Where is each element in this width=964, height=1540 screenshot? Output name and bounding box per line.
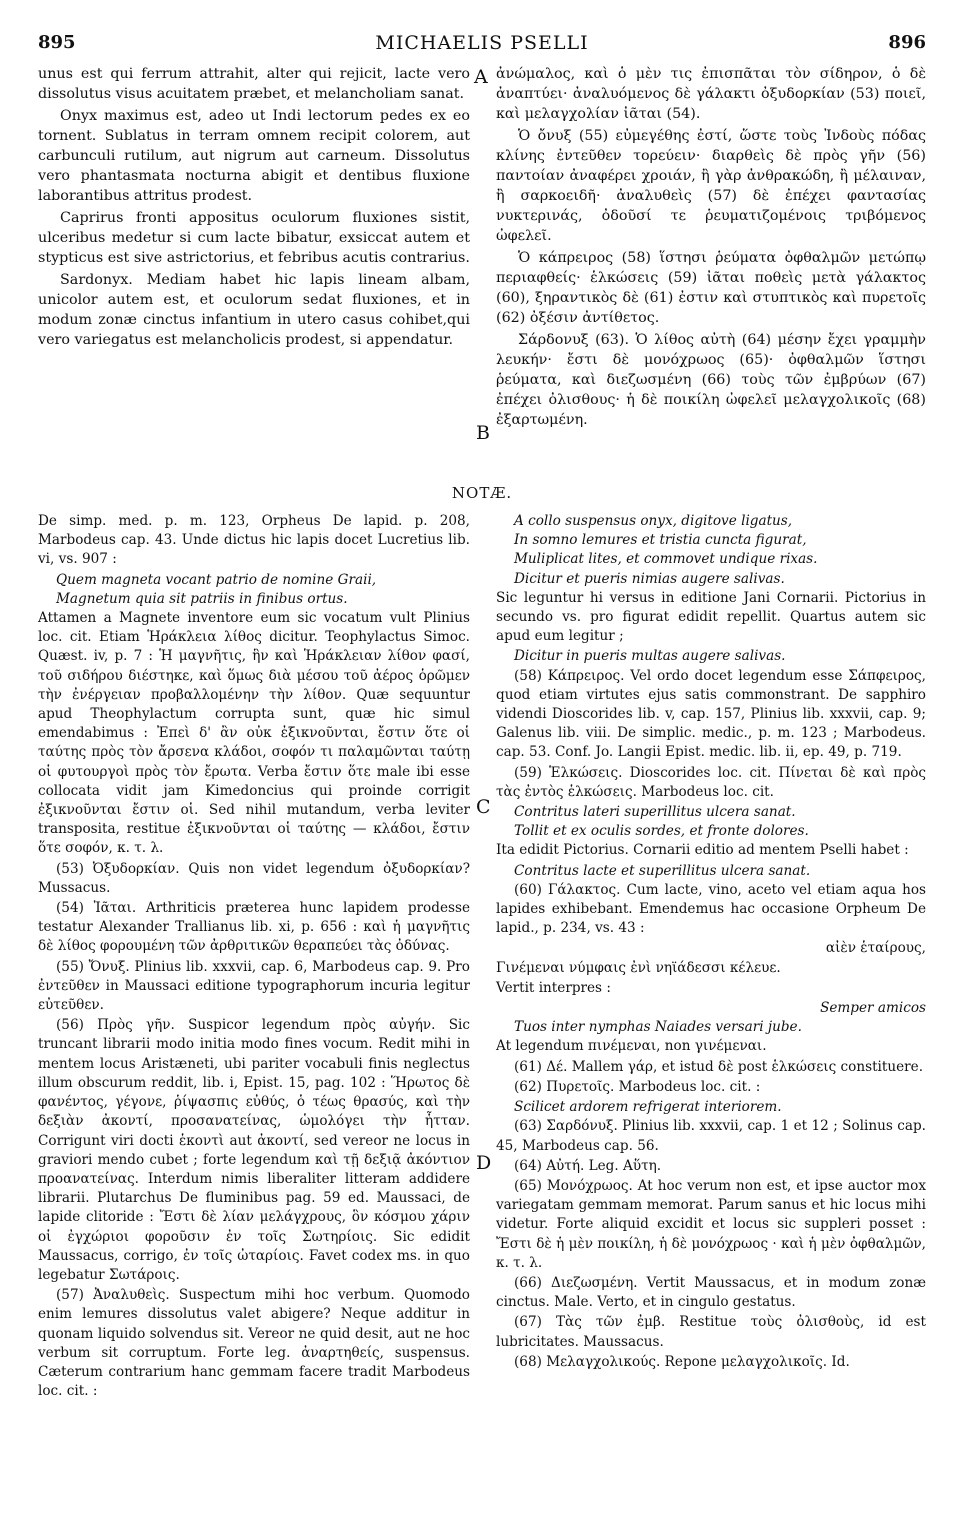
latin-paragraph: Caprirus fronti appositus oculorum fluxiones sistit, ulceribus medetur si cum lacte bibatur, exsiccat autem et stypticus est sive astrictorius, et febribus acutis contrarius. bbox=[38, 210, 470, 266]
note-verse: Scilicet ardorem refrigerat interiorem. bbox=[514, 1099, 782, 1116]
notes-left-column bbox=[38, 512, 470, 1402]
page-header bbox=[38, 32, 926, 62]
greek-paragraph: ἀνώμαλος, καὶ ὁ μὲν τις ἐπισπᾶται τὸν σίδηρον, ὁ δὲ ἀναπτύει· ἀναλυόμενος δὲ γάλακτι ὀξυδορκίαν (53) ποιεῖ, καὶ μελαγχολίαν ἰᾶται (54). bbox=[496, 66, 926, 122]
greek-paragraph: Σάρδονυξ (63). Ὁ λίθος αὐτὴ (64) μέσην ἔχει γραμμὴν λευκήν· ἔστι δὲ μονόχρωος (65)· ὀφθαλμῶν ἵστησι ῥεύματα, καὶ διεζωσμένη (66) τοὺς τῶν ἐμβρύων (67) ἐπέχει ὀλισθους· ἡ δὲ ποικίλη ὠφελεῖ μελαγχολικοῖς (68) ἐξαρτωμένη. bbox=[496, 332, 926, 428]
note-verse: Contritus lateri superillitus ulcera sanat. bbox=[514, 804, 796, 821]
page-number-right: 896 bbox=[888, 32, 926, 53]
note-verse: Contritus lacte et superillitus ulcera sanat. bbox=[514, 862, 811, 879]
note-verse: Semper amicos bbox=[820, 1000, 926, 1017]
note-paragraph: (65) Μονόχρωος. At hoc verum non est, et ipse auctor mox variegatam gemmam memorat. Parum sanus et hic locus mihi videtur. Forte aliquid excidit et locus sic suppleri posset : Ἔστι δὲ ἡ μὲν ποικίλη, ἡ δὲ μονόχρωος · καὶ ἡ μὲν ὀφθαλμῶν, κ. τ. λ. bbox=[496, 1177, 926, 1271]
page-number-left: 895 bbox=[38, 32, 76, 53]
note-paragraph: (53) Ὀξυδορκίαν. Quis non videt legendum ὀξυδορκίαν? Mussacus. bbox=[38, 860, 470, 896]
note-paragraph: Sic leguntur hi versus in editione Jani Cornarii. Pictorius in secundo vs. pro figurat edidit repellit. Quartus autem sic apud eum legitur ; bbox=[496, 589, 926, 645]
latin-paragraph: Sardonyx. Mediam habet hic lapis lineam albam, unicolor autem est, et oculorum sedat fluxiones, et in modum zonæ cinctus infantium in utero casus cohibet,qui vero variegatus est melancholicis prodest, si appendatur. bbox=[38, 272, 470, 348]
note-paragraph: Γινέμεναι νύμφαις ἐνὶ νηϊάδεσσι κέλευε. bbox=[496, 959, 781, 976]
note-paragraph: Vertit interpres : bbox=[496, 979, 611, 996]
note-verse: In somno lemures et tristia cuncta figurat, bbox=[514, 532, 807, 549]
note-paragraph: (54) Ἰᾶται. Arthriticis præterea hunc lapidem prodesse testatur Alexander Trallianus lib. xi, p. 656 : καὶ ἡ μαγνῆτις δὲ λίθος φορουμένη τῶν ἀρθριτικῶν θεραπεύει τὰς ὀδύνας. bbox=[38, 900, 470, 955]
note-verse: Quem magneta vocant patrio de nomine Graii, bbox=[56, 571, 377, 588]
note-paragraph: (57) Ἀναλυθεὶς. Suspectum mihi hoc verbum. Quomodo enim lemures dissolutus valet abigere? Neque additur in quonam liquido solvendus sit. Vereor ne quid desit, aut ne hoc verbum sit corruptum. Forte leg. ἀναρτηθείς, suspensus. Cæterum contrarium hanc gemmam facere tradit Marbodeus loc. cit. : bbox=[38, 1287, 470, 1400]
note-paragraph: De simp. med. p. m. 123, Orpheus De lapid. p. 208, Marbodeus cap. 43. Unde dictus hic lapis docet Lucretius lib. vi, vs. 907 : bbox=[38, 513, 470, 568]
latin-text-column bbox=[38, 64, 470, 352]
note-paragraph: (66) Διεζωσμένη. Vertit Maussacus, et in modum zonæ cinctus. Male. Verto, et in cingulo gestatus. bbox=[496, 1274, 926, 1311]
greek-paragraph: Ὁ ὄνυξ (55) εὐμεγέθης ἐστί, ὥστε τοὺς Ἰνδοὺς πόδας κλίνης ἐντεῦθεν τορεύειν· διαρθεὶς δὲ πρὸς γῆν (56) παντοίαν ἀναφέρει χροιάν, ἢ γὰρ ἀνθρακώδη, ἢ μέλαιναν, ἢ σαρκοειδῆ· ἀναλυθεὶς (57) δὲ ἐπέχει φαντασίας νυκτερινάς, ὀδοῦσί τε ῥευματιζομένοις τριβόμενος ὠφελεῖ. bbox=[496, 128, 926, 244]
note-verse: Dicitur in pueris multas augere salivas. bbox=[514, 648, 786, 665]
section-marker-d: D bbox=[476, 1152, 492, 1174]
notes-heading: NOTÆ. bbox=[451, 484, 513, 502]
note-paragraph: (56) Πρὸς γῆν. Suspicor legendum πρὸς αὐγήν. Sic truncant librarii modo initia modo fines vocum. Redit mihi in mentem locus Aristæneti, ubi pariter vocabuli finis neglectus illum obscurum reddit, lib. i, Epist. 15, pag. 102 : Ἥρωτος δὲ φανέντος, γέγονε, ῥίψασπις εὐθύς, ὁ τέως θρασύς, καὶ τὴν δεξιὰν ἀκοντί, προσανατείνας, ὡμολόγει τὴν ἧτταν. Corrigunt viri docti ἑκοντὶ aut ἀκοντί, sed vereor ne locus in graviori mendo cubet ; forte legendum καὶ τῇ δεξιᾷ ἀκόντιον προανατείνας. Interdum nimis liberaliter litteram addidere librarii. Plutarchus De fluminibus pag. 59 ed. Maussaci, de lapide clitoride : Ἔστι δὲ λίαν μελάγχρους, ὃν κόσμου χάριν οἱ ἐγχώριοι φοροῦσιν ἐν τοῖς Σωτηρίοις. Sic edidit Maussacus, corrigo, ἐν τοῖς ὠταρίοις. Favet codex ms. in quo legebatur Σωτάροις. bbox=[38, 1017, 470, 1283]
section-marker-b: B bbox=[476, 422, 490, 444]
note-paragraph: Ita edidit Pictorius. Cornarii editio ad mentem Pselli habet : bbox=[496, 842, 909, 859]
note-verse: Tuos inter nymphas Naiades versari jube. bbox=[514, 1019, 802, 1036]
greek-paragraph: Ὁ κάπρειρος (58) ἵστησι ῥεύματα ὀφθαλμῶν μετώπῳ περιαφθείς· ἑλκώσεις (59) ἰᾶται ποθεὶς μετὰ γάλακτος (60), ξηραντικὸς δὲ (61) ἐστιν καὶ στυπτικὸς καὶ πυρετοῖς (62) ὀξέσιν ἀντίθετος. bbox=[496, 250, 926, 326]
section-marker-c: C bbox=[476, 796, 491, 818]
latin-paragraph: unus est qui ferrum attrahit, alter qui rejicit, lacte vero dissolutus visus acuitatem præbet, et melancholiam sanat. bbox=[38, 66, 470, 102]
note-verse: A collo suspensus onyx, digitove ligatus, bbox=[514, 513, 793, 529]
note-paragraph: (59) Ἑλκώσεις. Dioscorides loc. cit. Πίνεται δὲ καὶ πρὸς τὰς ἐντὸς ἑλκώσεις. Marbodeus loc. cit. bbox=[496, 764, 926, 800]
note-verse: Dicitur et pueris nimias augere salivas. bbox=[514, 570, 785, 587]
note-verse: Tollit et ex oculis sordes, et fronte dolores. bbox=[514, 823, 809, 840]
note-paragraph: (61) Δέ. Mallem γάρ, et istud δὲ post ἑλκώσεις constituere. bbox=[514, 1058, 924, 1075]
section-marker-a: A bbox=[474, 66, 488, 88]
latin-paragraph: Onyx maximus est, adeo ut Indi lectorum pedes ex eo tornent. Sublatus in terram omnem recipit colorem, aut carbunculi rutilum, aut nigrum aut carneum. Dissolutus vero phantasmata nocturna abigit et dentibus fluxione laborantibus attritus prodest. bbox=[38, 108, 470, 204]
note-paragraph: (67) Τὰς τῶν ἐμβ. Restitue τοὺς ὀλισθοὺς, id est lubricitates. Maussacus. bbox=[496, 1314, 926, 1350]
note-paragraph: At legendum πινέμεναι, non γινέμεναι. bbox=[496, 1038, 767, 1055]
note-paragraph: (62) Πυρετοῖς. Marbodeus loc. cit. : bbox=[514, 1078, 761, 1095]
note-paragraph: Attamen a Magnete inventore eum sic vocatum vult Plinius loc. cit. Etiam Ἡράκλεια λίθος dicitur. Teophylactus Simoc. Quæst. iv, p. 7 : Ἡ μαγνῆτις, ἣν καὶ Ἡράκλειαν λίθον φασί, τοῦ σιδήρου διέστηκε, καὶ ὅμως διὰ μέσου τοῦ ἀέρος ὁρῶμεν τὴν ἐνέργειαν προβαλλομένην τὴν λίθον. Quæ sequuntur apud Theophylactum corrupta sunt, quæ hic simul emendabimus : Ἐπεὶ δ' ἂν οὐκ ἐξικνοῦνται, ἔστιν ὅτε οἱ ταύτης πρὸς τὸν ἄρσενα κλάδοι, σοφόν τι παλαμῶνται ταύτῃ οἱ φυτουργοὶ πρὸς τὸν ἔρωτα. Verba ἔστιν ὅτε male ibi esse collocata vidit jam Kimedoncius qui proinde corrigit ἐξικνοῦνται ἔστιν οἱ. Sed nihil mutandum, verba leviter transposita, restitue ἐξικνοῦνται οἱ ταύτης — κλάδοι, ἔστιν ὅτε σοφόν, κ. τ. λ. bbox=[38, 610, 470, 857]
note-paragraph: (64) Αὐτή. Leg. Αὕτη. bbox=[514, 1157, 662, 1174]
note-verse: Muliplicat lites, et commovet undique rixas. bbox=[514, 551, 818, 568]
note-paragraph: (60) Γάλακτος. Cum lacte, vino, aceto vel etiam aqua hos lapides exhibebant. Emendemus hac occasione Orpheum De lapid., p. 234, vs. 43 : bbox=[496, 881, 926, 937]
note-paragraph: αἰὲν ἑταίρους, bbox=[825, 940, 926, 957]
running-title: MICHAELIS PSELLI bbox=[375, 32, 589, 54]
note-paragraph: (55) Ὄνυξ. Plinius lib. xxxvii, cap. 6, Marbodeus cap. 9. Pro ἐντεῦθεν in Maussaci editione typographorum incuria legitur εὐτεῦθεν. bbox=[38, 958, 470, 1014]
greek-text-column bbox=[496, 64, 926, 432]
note-verse: Magnetum quia sit patriis in finibus ortus. bbox=[56, 590, 348, 607]
note-paragraph: (58) Κάπρειρος. Vel ordo docet legendum esse Σάπφειρος, quod etiam virtutes ejus satis commonstrant. De sapphiro videndi Dioscorides lib. v, cap. 157, Plinius lib. xxxvii, cap. 9; Galenus lib. viii. De simplic. medic., p. m. 123 ; Marbodeus. cap. 53. Conf. Jo. Langii Epist. medic. lib. ii, ep. 49, p. 719. bbox=[496, 667, 926, 761]
note-paragraph: (68) Μελαγχολικούς. Repone μελαγχολικοῖς. Id. bbox=[514, 1353, 850, 1370]
notes-right-column bbox=[496, 512, 926, 1373]
note-paragraph: (63) Σαρδόνυξ. Plinius lib. xxxvii, cap. 1 et 12 ; Solinus cap. 45, Marbodeus cap. 56. bbox=[496, 1118, 926, 1154]
